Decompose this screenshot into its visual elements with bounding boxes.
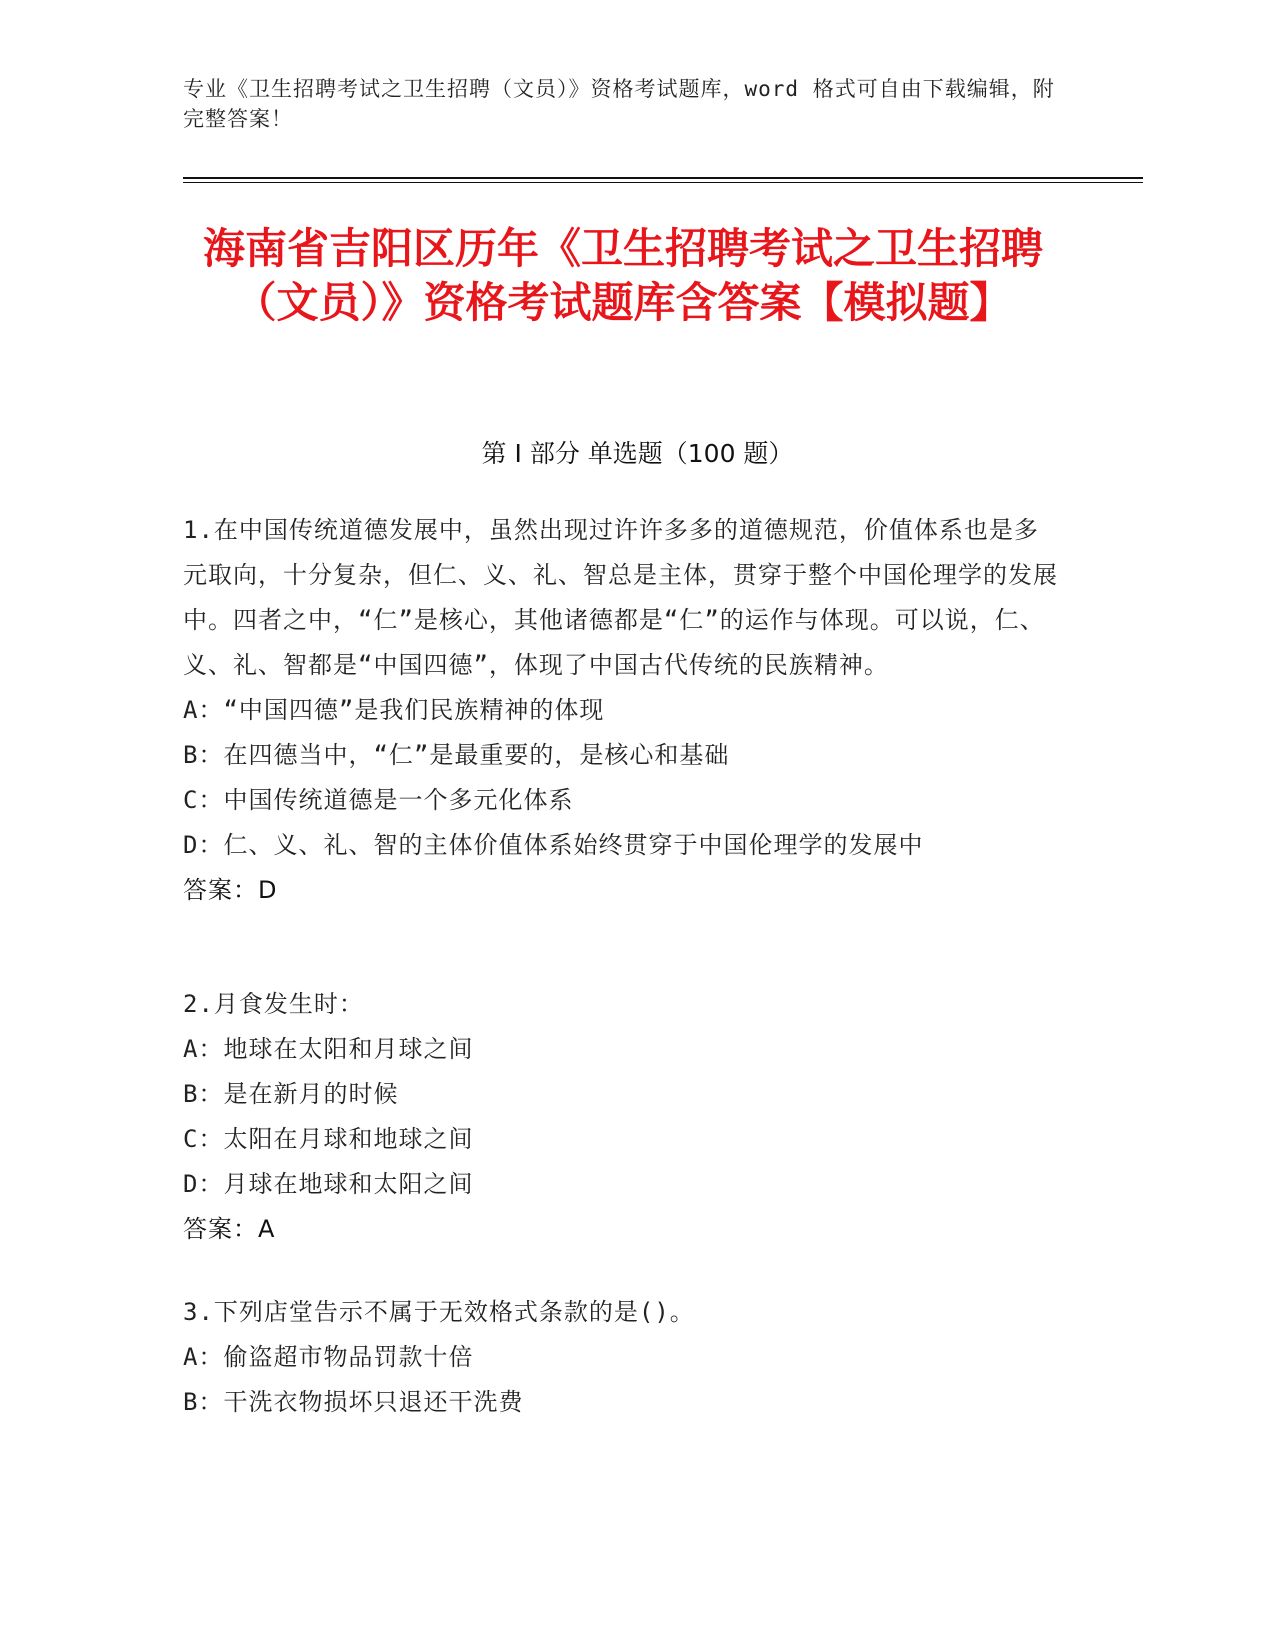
option-a: A：“中国四德”是我们民族精神的体现 [183,696,605,724]
header-divider-thick [183,177,1143,179]
option-c: C：太阳在月球和地球之间 [183,1125,474,1153]
section-title: 第 I 部分 单选题（100 题） [481,439,794,468]
option-b: B：在四德当中，“仁”是最重要的，是核心和基础 [183,741,730,769]
header-divider-thin [183,182,1143,183]
option-b: B：干洗衣物损坏只退还干洗费 [183,1388,524,1416]
answer-line: 答案：D [183,876,278,904]
answer-line: 答案：A [183,1215,276,1243]
option-a: A：地球在太阳和月球之间 [183,1035,474,1063]
question-stem: 1.在中国传统道德发展中，虽然出现过许许多多的道德规范，价值体系也是多元取向，十分复杂，但仁、义、礼、智总是主体，贯穿于整个中国伦理学的发展中。四者之中，“仁”是核心，其他诸德都是“仁”的运作与体现。可以说，仁、义、礼、智都是“中国四德”，体现了中国古代传统的民族精神。 [183,516,1058,679]
option-a: A：偷盗超市物品罚款十倍 [183,1343,474,1371]
question-stem: 3.下列店堂告示不属于无效格式条款的是()。 [183,1298,695,1326]
option-b: B：是在新月的时候 [183,1080,399,1108]
document-title: 海南省吉阳区历年《卫生招聘考试之卫生招聘（文员）》资格考试题库含答案【模拟题】 [202,224,1043,327]
question-2 [183,982,1063,1252]
question-1 [183,508,1063,913]
option-d: D：仁、义、礼、智的主体价值体系始终贯穿于中国伦理学的发展中 [183,831,924,859]
question-3 [183,1290,1063,1425]
option-c: C：中国传统道德是一个多元化体系 [183,786,574,814]
question-stem: 2.月食发生时： [183,990,364,1018]
header-note: 专业《卫生招聘考试之卫生招聘（文员）》资格考试题库，word 格式可自由下载编辑，附完整答案！ [183,77,1055,131]
option-d: D：月球在地球和太阳之间 [183,1170,474,1198]
